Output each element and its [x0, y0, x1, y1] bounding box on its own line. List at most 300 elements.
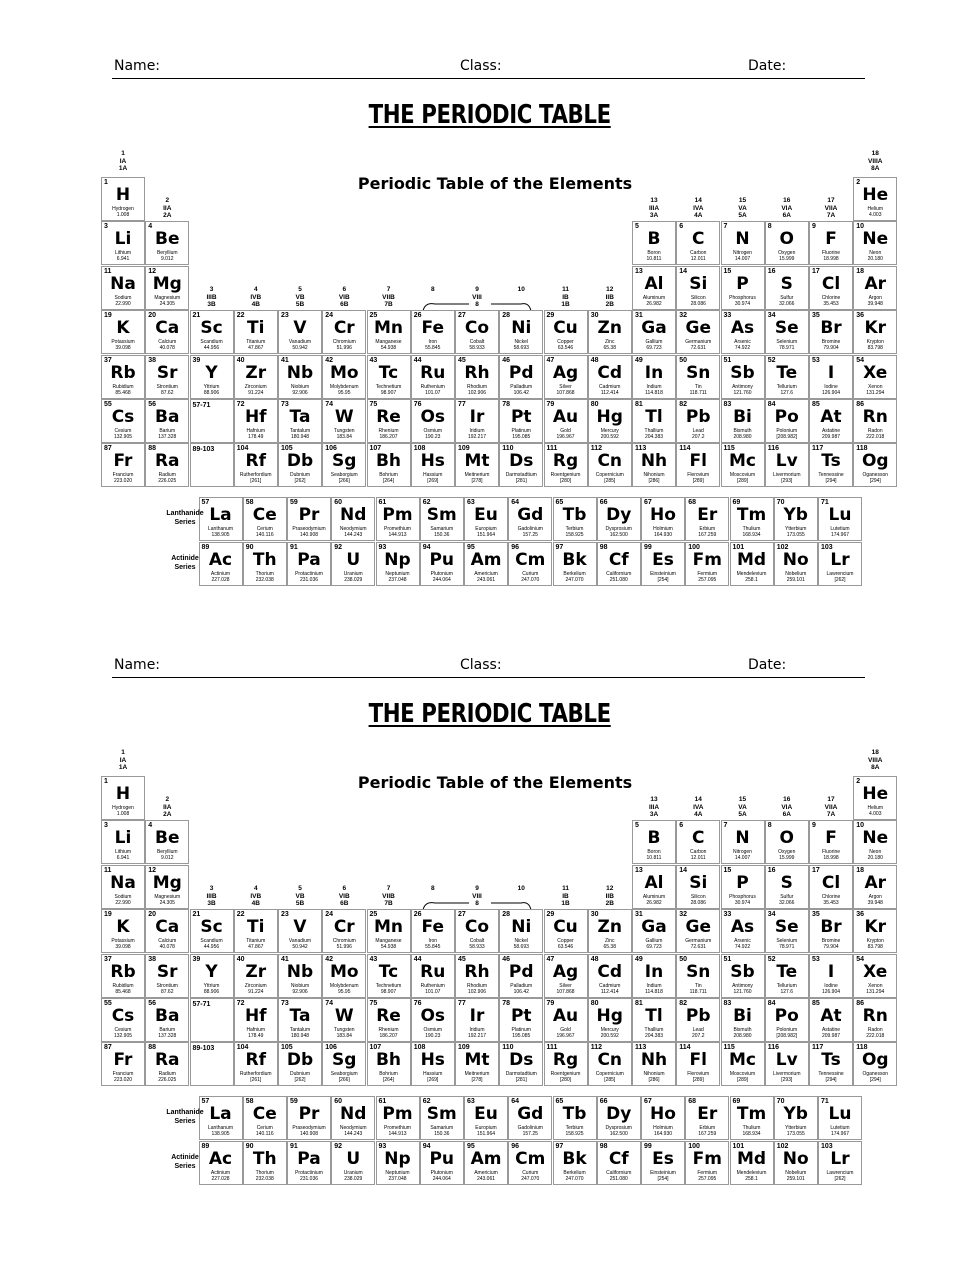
atomic-mass: 55.845 [425, 944, 441, 951]
atomic-mass: 4.003 [868, 811, 882, 817]
atomic-number: 79 [546, 1000, 555, 1007]
group-header-16: 16 VIA 6A [781, 197, 793, 220]
element-symbol: Pd [508, 961, 534, 982]
element-name: Tellurium [776, 982, 797, 989]
atomic-number: 10 [856, 223, 865, 231]
element-ytterbium [774, 1096, 818, 1140]
element-name: Rubidium [112, 982, 134, 989]
atomic-number: 47 [546, 955, 555, 963]
element-symbol: Pm [382, 505, 413, 525]
page-title: THE PERIODIC TABLE [368, 100, 611, 130]
atomic-number: 14 [679, 267, 688, 275]
element-symbol: Rf [245, 1050, 266, 1071]
atomic-number: 64 [511, 499, 520, 506]
element-helium [853, 776, 897, 820]
element-symbol: Bh [375, 1050, 402, 1071]
element-phosphorus [721, 865, 765, 909]
element-name: Fermium [697, 1169, 718, 1176]
atomic-number: 59 [290, 1098, 298, 1105]
element-name: Actinium [210, 570, 231, 577]
element-name: Radon [867, 428, 883, 434]
atomic-mass: 92.906 [292, 389, 308, 396]
atomic-mass: 164.930 [653, 1131, 673, 1137]
element-name: Sulfur [780, 294, 794, 301]
atomic-number: 75 [369, 401, 378, 408]
element-symbol: Hs [420, 451, 445, 472]
element-name: Tellurium [776, 383, 797, 390]
element-name: Radon [867, 1027, 883, 1033]
atomic-number: 83 [723, 1000, 732, 1007]
atomic-mass: 144.243 [344, 1131, 363, 1137]
atomic-mass: 127.6 [780, 988, 793, 995]
element-name: Thorium [255, 570, 274, 577]
element-name: Thallium [644, 1027, 664, 1033]
lanthanide-ref: 57-71 [190, 998, 234, 1042]
element-moscovium [721, 443, 765, 487]
element-symbol: Pa [297, 1148, 321, 1169]
element-name: Darmstadtium [505, 1071, 537, 1078]
element-symbol: Ga [641, 917, 667, 938]
element-name: Cobalt [469, 938, 485, 945]
element-neptunium [376, 542, 420, 586]
element-symbol: Lu [828, 505, 852, 525]
atomic-number: 59 [290, 499, 298, 506]
element-symbol: Tm [736, 1104, 767, 1124]
atomic-number: 39 [192, 955, 201, 963]
element-symbol: Al [644, 273, 664, 294]
element-symbol: Pu [429, 549, 455, 570]
element-name: Krypton [866, 339, 884, 346]
group-header-4: 4 IVB 4B [250, 885, 262, 908]
element-symbol: Pb [685, 1006, 711, 1026]
atomic-mass: 107.868 [556, 389, 575, 396]
element-name: Magnesium [154, 893, 181, 900]
atomic-mass: [261] [250, 1077, 262, 1084]
atomic-number: 3 [104, 822, 108, 830]
element-name: Ruthenium [420, 982, 445, 989]
atomic-mass: 157.25 [522, 1131, 538, 1137]
element-symbol: Ni [511, 318, 532, 339]
page-title: THE PERIODIC TABLE [368, 699, 611, 729]
atomic-mass: 259.101 [786, 576, 805, 583]
element-platinum [499, 399, 543, 443]
element-symbol: Mc [729, 451, 756, 472]
element-name: Einsteinium [650, 1169, 676, 1176]
element-name: Dysprosium [605, 1125, 632, 1131]
element-symbol: Tb [562, 505, 587, 525]
atomic-mass: 118.711 [689, 389, 707, 396]
atomic-mass: 126.904 [821, 988, 841, 995]
atomic-mass: 244.064 [432, 576, 451, 583]
element-name: Dysprosium [605, 526, 632, 532]
element-symbol: Sc [200, 318, 223, 339]
element-name: Sodium [114, 893, 132, 900]
atomic-number: 73 [281, 1000, 289, 1007]
atomic-number: 97 [555, 1142, 564, 1150]
atomic-number: 105 [281, 1044, 293, 1052]
element-symbol: V [293, 318, 307, 339]
element-name: Fluorine [821, 250, 841, 257]
element-lawrencium [818, 542, 862, 586]
element-symbol: Cf [608, 1148, 629, 1169]
element-antimony [721, 954, 765, 998]
element-neon [853, 221, 897, 265]
element-symbol: Fr [113, 451, 133, 472]
element-symbol: Ho [650, 1104, 676, 1124]
element-radon [853, 998, 897, 1042]
atomic-number: 6 [679, 223, 684, 231]
atomic-mass: 140.116 [255, 532, 274, 538]
element-name: Hassium [423, 472, 443, 479]
atomic-mass: 58.693 [513, 944, 529, 951]
atomic-number: 29 [546, 911, 555, 919]
element-radium [145, 443, 189, 487]
element-name: Strontium [156, 982, 178, 989]
atomic-number: 86 [856, 401, 865, 408]
element-selenium [765, 909, 809, 953]
element-einsteinium [641, 542, 685, 586]
periodic-table-title: Periodic Table of the Elements [357, 174, 633, 193]
atomic-number: 61 [378, 1098, 387, 1105]
atomic-number: 40 [236, 356, 245, 364]
atomic-number: 115 [723, 1044, 735, 1052]
element-symbol: In [644, 961, 664, 982]
atomic-mass: 183.84 [336, 1033, 352, 1039]
atomic-mass: 200.592 [600, 1033, 619, 1039]
element-boron [632, 820, 676, 864]
atomic-mass: 114.818 [645, 389, 663, 396]
atomic-number: 19 [104, 911, 112, 919]
element-name: Astatine [821, 428, 841, 434]
atomic-number: 66 [599, 499, 608, 506]
element-bismuth [721, 998, 765, 1042]
element-vanadium [278, 909, 322, 953]
atomic-number: 31 [635, 312, 643, 320]
element-sodium [101, 865, 145, 909]
date-label: Date: [748, 58, 787, 74]
atomic-number: 96 [511, 543, 520, 551]
atomic-mass: 226.025 [158, 478, 177, 485]
element-name: Samarium [430, 526, 454, 532]
element-palladium [499, 954, 543, 998]
element-aluminum [632, 865, 676, 909]
actinide-series-label: Actinide Series [171, 554, 199, 571]
atomic-number: 84 [767, 1000, 776, 1007]
element-symbol: Rn [862, 407, 888, 427]
element-symbol: La [209, 1104, 232, 1124]
atomic-mass: [269] [427, 478, 439, 485]
atomic-number: 35 [812, 911, 820, 919]
element-name: Berkelium [563, 570, 586, 577]
atomic-mass: 20.180 [867, 855, 883, 862]
element-symbol: Yb [783, 505, 808, 525]
atomic-number: 78 [502, 1000, 511, 1007]
atomic-number: 2 [856, 179, 861, 186]
element-symbol: Cs [111, 1006, 135, 1026]
group-header-9: 9 VIII 8 [472, 885, 482, 908]
element-darmstadtium [499, 443, 543, 487]
element-mercury [588, 998, 632, 1042]
element-gold [544, 998, 588, 1042]
atomic-mass: 140.908 [299, 1131, 319, 1137]
group-header-8: 8 [430, 885, 435, 893]
atomic-mass: 9.012 [160, 855, 174, 862]
element-name: Neodymium [339, 1125, 367, 1131]
atomic-mass: 40.078 [159, 944, 175, 951]
element-symbol: Ne [862, 229, 889, 250]
element-scandium [190, 909, 234, 953]
element-symbol: Mt [464, 1050, 490, 1071]
element-arsenic [721, 909, 765, 953]
element-name: Zinc [605, 938, 615, 945]
atomic-mass: 195.085 [512, 434, 531, 440]
element-name: Bismuth [733, 1027, 752, 1033]
atomic-number: 69 [732, 1098, 741, 1105]
element-name: Silicon [690, 294, 706, 301]
atomic-mass: 162.500 [609, 1131, 628, 1137]
element-name: Tantalum [289, 1027, 311, 1033]
atomic-number: 53 [812, 356, 820, 364]
element-name: Cesium [114, 428, 132, 434]
atomic-number: 68 [688, 499, 697, 506]
element-name: Nickel [514, 339, 529, 346]
element-name: Chromium [332, 339, 356, 346]
element-symbol: Tc [378, 961, 399, 982]
element-silicon [676, 865, 720, 909]
element-name: Argon [868, 294, 882, 301]
element-einsteinium [641, 1141, 685, 1185]
element-promethium [376, 1096, 420, 1140]
name-class-date-line [112, 657, 865, 678]
atomic-mass: 186.207 [379, 1033, 398, 1039]
element-symbol: Fl [689, 451, 707, 472]
atomic-mass: 192.217 [467, 434, 487, 440]
atomic-mass: 209.987 [821, 1033, 841, 1039]
element-symbol: Bk [562, 549, 587, 570]
element-symbol: He [862, 185, 889, 205]
element-symbol: Ac [208, 549, 233, 570]
atomic-number: 65 [555, 1098, 564, 1105]
lanthanide-ref: 57-71 [190, 399, 234, 443]
element-symbol: Fm [692, 549, 722, 570]
atomic-number: 87 [104, 1044, 112, 1052]
atomic-number: 77 [458, 1000, 466, 1007]
element-symbol: Ce [252, 1104, 277, 1124]
element-symbol: Se [774, 318, 799, 339]
element-symbol: Am [470, 1148, 502, 1169]
element-symbol: Cl [821, 872, 841, 893]
atomic-number: 98 [599, 543, 608, 551]
atomic-number: 102 [776, 543, 789, 551]
atomic-number: 22 [236, 911, 245, 919]
element-name: Carbon [690, 250, 707, 257]
atomic-number: 82 [679, 401, 688, 408]
atomic-number: 5 [635, 223, 639, 231]
element-symbol: Cs [111, 407, 135, 427]
atomic-mass: 121.760 [733, 389, 752, 396]
element-name: Boron [647, 849, 661, 856]
atomic-mass: 98.907 [380, 988, 397, 995]
element-name: Lithium [114, 250, 132, 257]
element-moscovium [721, 1042, 765, 1086]
element-roentgenium [544, 443, 588, 487]
atomic-number: 41 [281, 955, 289, 963]
element-hassium [411, 1042, 455, 1086]
element-symbol: Cn [597, 451, 623, 472]
atomic-number: 78 [502, 401, 511, 408]
element-name: Europium [475, 526, 497, 532]
element-americium [464, 542, 508, 586]
atomic-number: 34 [767, 312, 776, 320]
element-symbol: Rg [552, 451, 579, 472]
atomic-mass: 222.018 [866, 434, 885, 440]
element-name: Hydrogen [112, 206, 134, 212]
element-name: Francium [112, 1071, 134, 1078]
element-lutetium [818, 1096, 862, 1140]
element-barium [145, 998, 189, 1042]
atomic-mass: 259.101 [786, 1175, 805, 1182]
atomic-mass: [266] [338, 478, 350, 485]
element-symbol: Lv [775, 1050, 798, 1071]
element-hydrogen [101, 776, 145, 820]
element-nitrogen [721, 820, 765, 864]
group-header-5: 5 VB 5B [295, 286, 305, 309]
atomic-number: 22 [236, 312, 245, 320]
atomic-number: 99 [644, 543, 652, 551]
atomic-mass: 226.025 [158, 1077, 177, 1084]
atomic-mass: [294] [825, 1077, 837, 1084]
atomic-number: 98 [599, 1142, 608, 1150]
atomic-mass: 50.942 [292, 944, 308, 951]
element-symbol: Bi [733, 1006, 752, 1026]
element-praseodymium [287, 1096, 331, 1140]
atomic-mass: 69.723 [646, 345, 662, 352]
element-name: Copernicium [595, 472, 624, 479]
element-symbol: Sg [332, 1050, 357, 1071]
atomic-mass: [281] [515, 478, 527, 485]
element-name: Beryllium [156, 250, 178, 257]
element-name: Zirconium [244, 982, 267, 989]
element-name: Meitnerium [464, 1071, 490, 1078]
atomic-number: 20 [148, 911, 157, 919]
atomic-mass: [294] [869, 1077, 881, 1084]
atomic-number: 45 [458, 955, 466, 963]
element-name: Vanadium [288, 938, 312, 945]
element-name: Rubidium [112, 383, 134, 390]
element-symbol: Ga [641, 318, 667, 339]
element-xenon [853, 954, 897, 998]
atomic-mass: 44.956 [203, 944, 220, 951]
element-name: Barium [159, 1027, 176, 1033]
element-name: Terbium [565, 526, 584, 532]
element-iridium [455, 998, 499, 1042]
element-symbol: Kr [864, 318, 887, 339]
element-symbol: Mn [373, 917, 404, 938]
atomic-mass: 63.546 [557, 345, 574, 352]
element-name: Curium [522, 570, 539, 577]
element-name: Oxygen [778, 250, 796, 257]
element-name: Gadolinium [517, 1125, 543, 1131]
group-header-7: 7 VIIB 7B [382, 885, 395, 908]
atomic-number: 41 [281, 356, 289, 364]
atomic-number: 109 [458, 1044, 470, 1052]
atomic-mass: 144.913 [388, 532, 407, 538]
element-symbol: Zr [245, 362, 267, 383]
element-name: Potassium [111, 938, 135, 945]
group-header-18: 18 VIIIA 8A [868, 150, 883, 172]
group-header-13: 13 IIIA 3A [648, 197, 660, 220]
element-oxygen [765, 820, 809, 864]
atomic-mass: 131.294 [866, 389, 885, 396]
element-symbol: U [346, 1148, 361, 1169]
element-symbol: Be [155, 828, 180, 849]
atomic-number: 106 [325, 445, 337, 453]
atomic-mass: 78.971 [779, 944, 795, 951]
element-molybdenum [322, 355, 366, 399]
element-name: Bromine [821, 339, 841, 346]
element-symbol: Ra [154, 451, 180, 472]
element-rhenium [367, 998, 411, 1042]
atomic-mass: 106.42 [513, 389, 529, 396]
element-name: Protactinium [295, 1169, 323, 1176]
element-name: Terbium [565, 1125, 584, 1131]
atomic-number: 20 [148, 312, 157, 320]
atomic-mass: 173.055 [786, 1131, 805, 1137]
atomic-number: 38 [148, 955, 157, 963]
element-name: Lanthanum [207, 1125, 234, 1131]
element-name: Actinium [210, 1169, 231, 1176]
element-symbol: Rh [464, 961, 490, 982]
atomic-mass: 54.938 [380, 944, 397, 951]
element-symbol: Rb [110, 961, 136, 982]
element-titanium [234, 909, 278, 953]
element-name: Curium [522, 1169, 539, 1176]
atomic-mass: [261] [250, 478, 262, 485]
element-symbol: Cu [553, 917, 578, 938]
element-symbol: Sn [686, 961, 711, 982]
atomic-mass: 40.078 [159, 345, 175, 352]
element-name: Praseodymium [292, 1125, 326, 1131]
element-livermorium [765, 443, 809, 487]
atomic-number: 90 [245, 1142, 254, 1150]
atomic-mass: 247.070 [521, 576, 540, 583]
element-tin [676, 954, 720, 998]
element-symbol: B [647, 828, 661, 849]
element-name: Molybdenum [329, 982, 359, 989]
element-francium [101, 1042, 145, 1086]
element-symbol: Bi [733, 407, 752, 427]
atomic-mass: 232.038 [255, 576, 274, 583]
atomic-mass: 35.453 [823, 300, 839, 307]
atomic-mass: [281] [515, 1077, 527, 1084]
element-symbol: Bk [562, 1148, 587, 1169]
element-astatine [809, 399, 853, 443]
element-symbol: Hf [244, 1006, 267, 1026]
element-symbol: Ge [685, 917, 711, 938]
element-symbol: No [782, 1148, 809, 1169]
atomic-number: 73 [281, 401, 289, 408]
element-symbol: Hs [420, 1050, 445, 1071]
atomic-mass: 65.38 [603, 944, 616, 951]
element-lead [676, 998, 720, 1042]
element-chlorine [809, 266, 853, 310]
element-name: Fluorine [821, 849, 841, 856]
element-symbol: Si [689, 872, 708, 893]
element-name: Osmium [423, 428, 443, 434]
element-neodymium [331, 497, 375, 541]
element-symbol: F [825, 828, 837, 849]
element-cobalt [455, 909, 499, 953]
